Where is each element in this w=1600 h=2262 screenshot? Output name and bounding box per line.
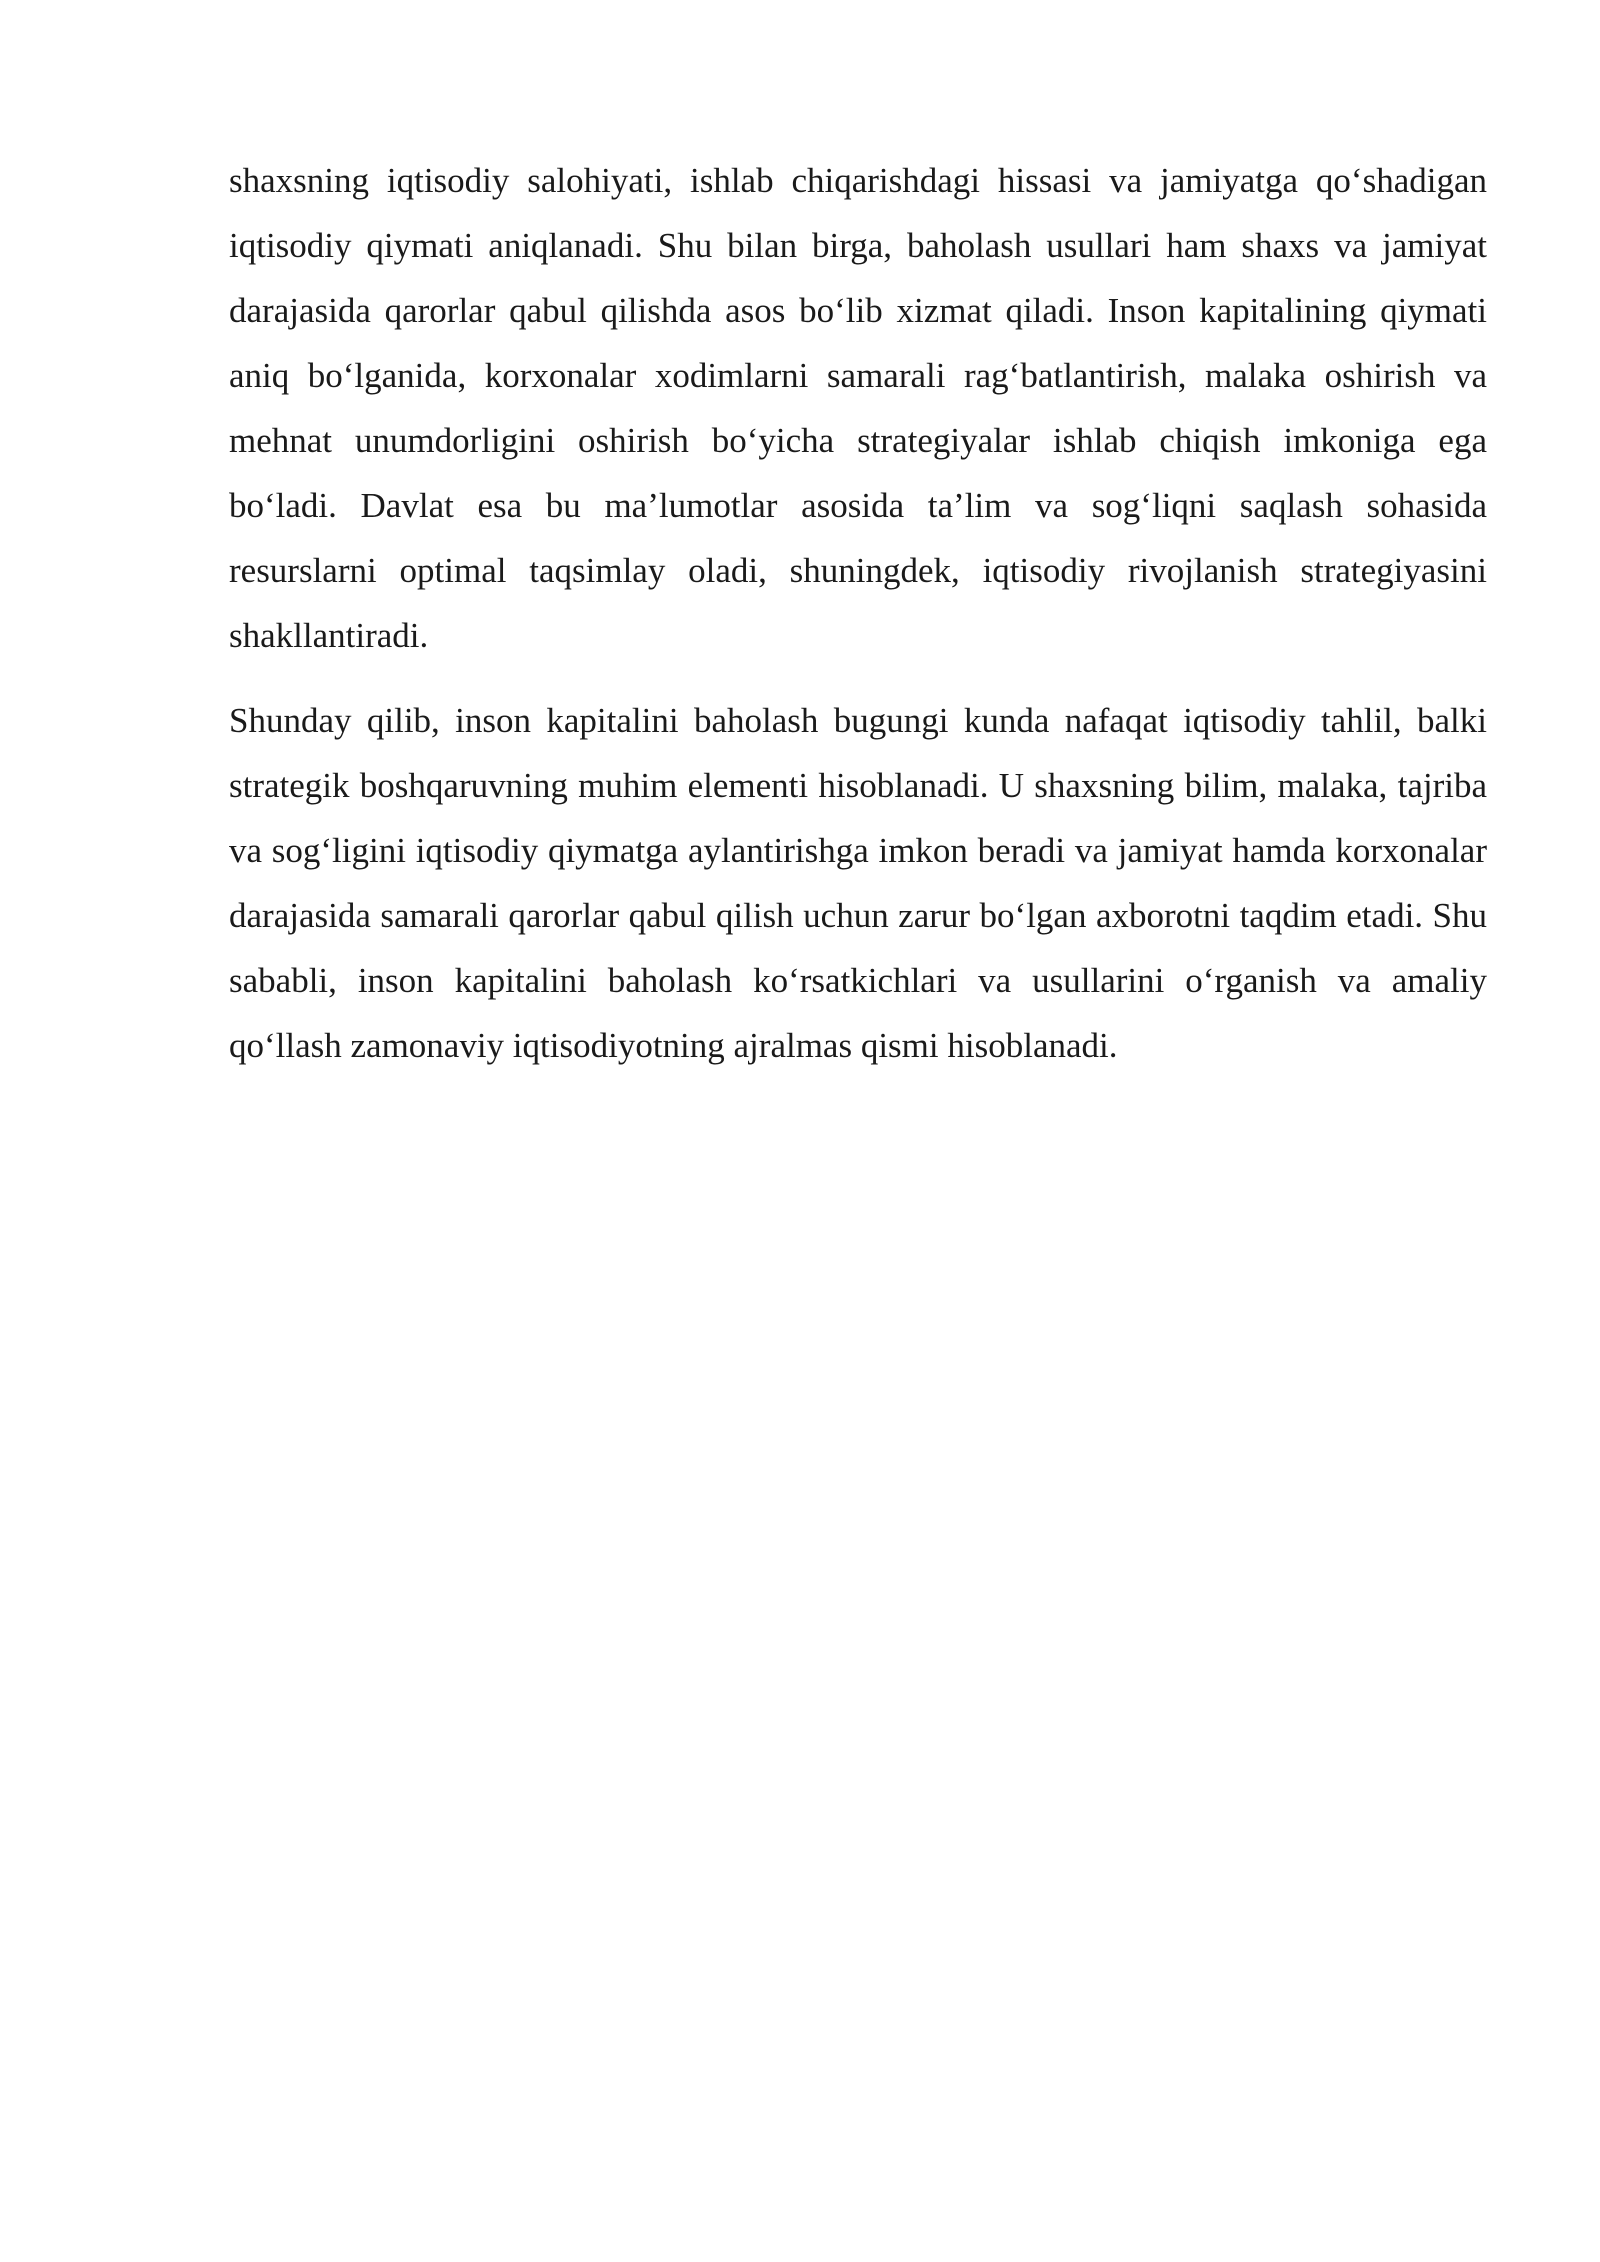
paragraph-1: shaxsning iqtisodiy salohiyati, ishlab chiqarishdagi hissasi va jamiyatga qo‘shadigan iqtisodiy qiymati aniqlanadi. Shu bilan birga, baholash usullari ham shaxs va jamiyat darajasida qarorlar qabul qilishda asos bo‘lib xizmat qiladi. Inson kapitalining qiymati aniq bo‘lganida, korxonalar xodimlarni samarali rag‘batlantirish, malaka oshirish va mehnat unumdorligini oshirish bo‘yicha strategiyalar ishlab chiqish imkoniga ega bo‘ladi. Davlat esa bu ma’lumotlar asosida ta’lim va sog‘liqni saqlash sohasida resurslarni optimal taqsimlay oladi, shuningdek, iqtisodiy rivojlanish strategiyasini shakllantiradi.: [229, 161, 1487, 655]
paragraph-2: Shunday qilib, inson kapitalini baholash bugungi kunda nafaqat iqtisodiy tahlil, balki strategik boshqaruvning muhim elementi hisoblanadi. U shaxsning bilim, malaka, tajriba va sog‘ligini iqtisodiy qiymatga aylantirishga imkon beradi va jamiyat hamda korxonalar darajasida samarali qarorlar qabul qilish uchun zarur bo‘lgan axborotni taqdim etadi. Shu sababli, inson kapitalini baholash ko‘rsatkichlari va usullarini o‘rganish va amaliy qo‘llash zamonaviy iqtisodiyotning ajralmas qismi hisoblanadi.: [229, 701, 1487, 1065]
body-text: [229, 148, 1487, 1078]
